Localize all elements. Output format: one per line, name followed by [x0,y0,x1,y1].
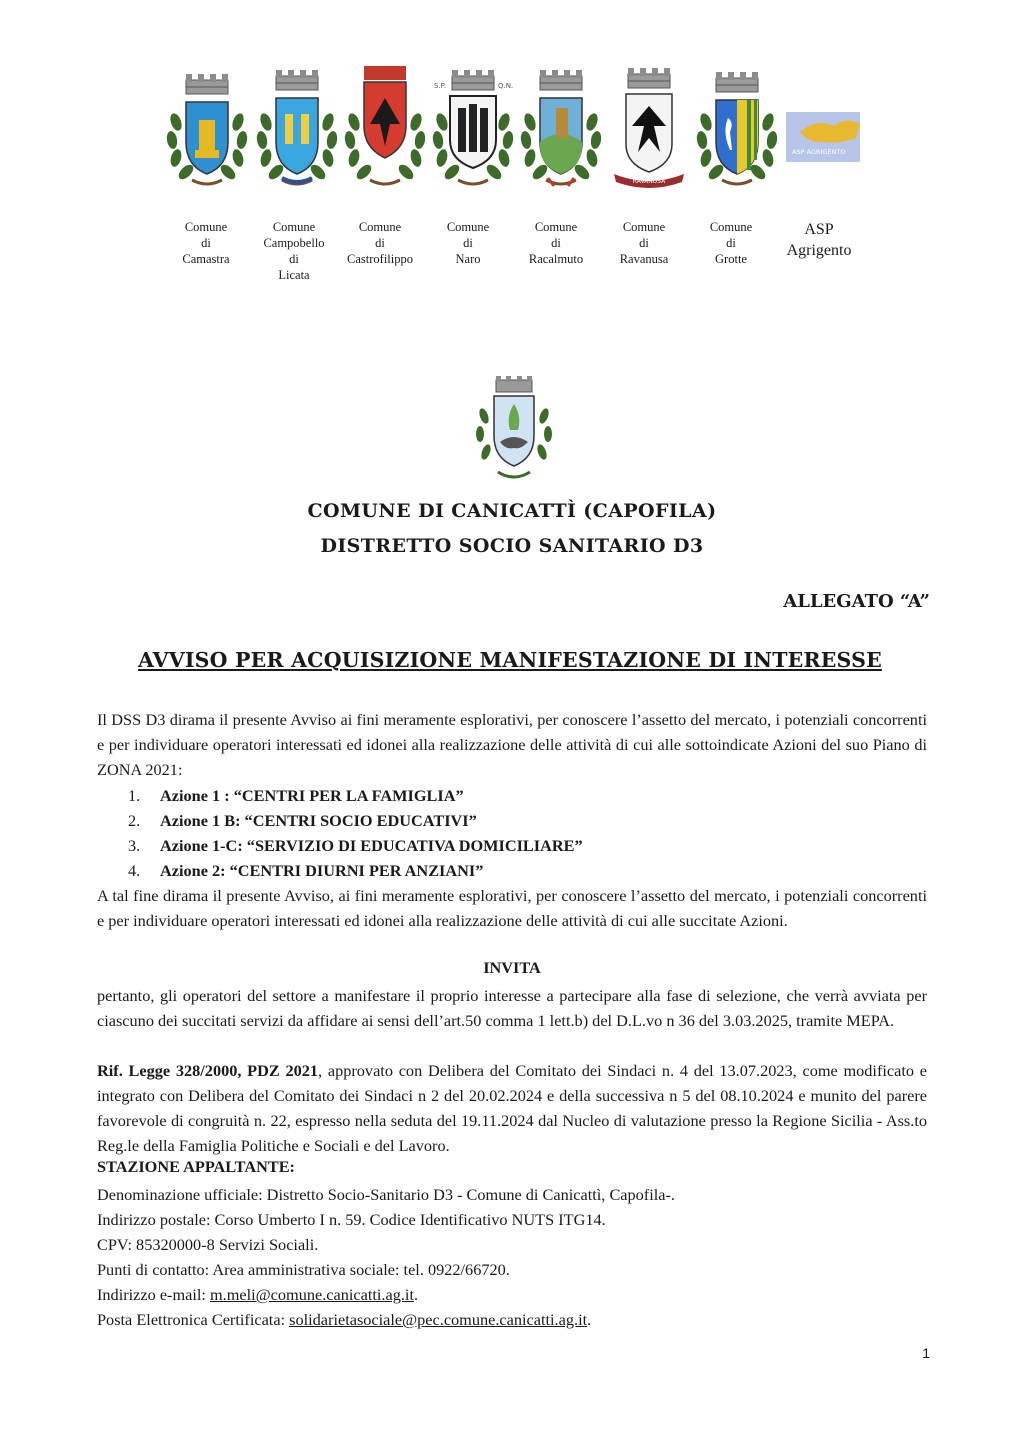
pec-label: Posta Elettronica Certificata: [97,1310,290,1329]
indirizzo-line: Indirizzo postale: Corso Umberto I n. 59. Codice Identificativo NUTS ITG14. [97,1210,606,1229]
list-item: 1. Azione 1 : “CENTRI PER LA FAMIGLIA” [128,786,464,805]
muni-label-ravanusa: Comune di Ravanusa [619,220,669,266]
followup-paragraph: A tal fine dirama il presente Avviso, ai fini meramente esplorativi, per conoscere l’assetto del mercato, i potenziali concorrenti e per individuare operatori interessati ed idonei alla realizzazione delle attività di cui alle succitate Azioni. [97,886,927,930]
punti-contatto-line: Punti di contatto: Area amministrativa sociale: tel. 0922/66720. [97,1260,510,1279]
pec-link[interactable]: solidarietasociale@pec.comune.canicatti.ag.it [289,1310,588,1329]
page-title-distretto: DISTRETTO SOCIO SANITARIO D3 [320,535,704,557]
cpv-line: CPV: 85320000-8 Servizi Sociali. [97,1235,319,1254]
campobello-crest [252,62,342,192]
invita-heading: INVITA [483,958,541,977]
page-title-comune: COMUNE DI CANICATTÌ (CAPOFILA) [307,500,717,522]
stazione-details [97,1182,927,1332]
muni-label-castrofilippo: Comune di Castrofilippo [347,220,413,266]
list-item: 2. Azione 1 B: “CENTRI SOCIO EDUCATIVI” [128,811,477,830]
muni-label-camastra: Comune di Camastra [182,220,230,266]
muni-label-grotte: Comune di Grotte [709,220,753,266]
allegato-label: ALLEGATO “A” [783,591,930,612]
ravanusa-ribbon-text: RAVANUSA [632,178,666,185]
rif-text: , approvato con Delibera del Comitato dei Sindaci n. 4 del 13.07.2023, come modificato e integrato con Delibera del Comitato dei Sindaci n 2 del 20.02.2024 e della successiva n 5 del 08.10.2024 e munito del parere favorevole di congruità n. 22, espresso nella seduta del 19.11.2024 dal Nucleo di valutazione presso la Regione Sicilia - Ass.to Reg.le della Famiglia Politiche e Sociali e del Lavoro. [97,1061,927,1155]
rif-paragraph [97,1058,927,1158]
email-label: Indirizzo e-mail: [97,1285,211,1304]
invita-paragraph: pertanto, gli operatori del settore a manifestare il proprio interesse a partecipare alla fase di selezione, che verrà avviata per ciascuno dei succitati servizi da affidare ai sensi dell’art.50 comma 1 lett.b) del D.L.vo n 36 del 3.03.2025, tramite MEPA. [97,986,927,1030]
avviso-title: AVVISO PER ACQUISIZIONE MANIFESTAZIONE DI INTERESSE [138,648,882,672]
pec-end: . [587,1310,592,1329]
naro-qn-letters: Q.N. [498,82,514,90]
racalmuto-crest [516,62,606,192]
ravanusa-crest [604,62,694,192]
muni-label-naro: Comune di Naro [446,220,490,266]
grotte-crest [692,62,782,192]
pec-line [97,1307,927,1332]
intro-paragraph: Il DSS D3 dirama il presente Avviso ai fini meramente esplorativi, per conoscere l’assetto del mercato, i potenziali concorrenti e per individuare operatori interessati ed idonei alla realizzazione delle attività di cui alle sottoindicate Azioni del suo Piano di ZONA 2021: [97,710,927,779]
denominazione-line: Denominazione ufficiale: Distretto Socio-Sanitario D3 - Comune di Canicattì, Capofila-. [97,1185,675,1204]
naro-crest [428,62,518,192]
email-line [97,1282,927,1307]
list-item: 3. Azione 1-C: “SERVIZIO DI EDUCATIVA DOMICILIARE” [128,836,583,855]
page-number: 1 [922,1345,930,1361]
asp-agrigento-label: ASP Agrigento [786,221,852,259]
municipal-crests-row [160,62,880,192]
actions-list [128,783,828,883]
canicatti-crest [470,376,558,488]
naro-sp-letters: S.P. [434,82,447,90]
asp-logo-text: ASP AGRIGENTO [792,148,846,156]
asp-agrigento-logo [780,92,866,168]
muni-label-racalmuto: Comune di Racalmuto [528,220,584,266]
castrofilippo-crest [340,62,430,192]
email-link[interactable]: m.meli@comune.canicatti.ag.it [210,1285,414,1304]
stazione-appaltante-heading: STAZIONE APPALTANTE: [97,1157,295,1176]
rif-legge: Rif. Legge 328/2000, PDZ 2021 [97,1061,319,1080]
muni-label-campobello: Comune Campobello di Licata [263,220,325,282]
list-item: 4. Azione 2: “CENTRI DIURNI PER ANZIANI” [128,861,484,880]
email-end: . [414,1285,419,1304]
camastra-crest [162,62,252,192]
